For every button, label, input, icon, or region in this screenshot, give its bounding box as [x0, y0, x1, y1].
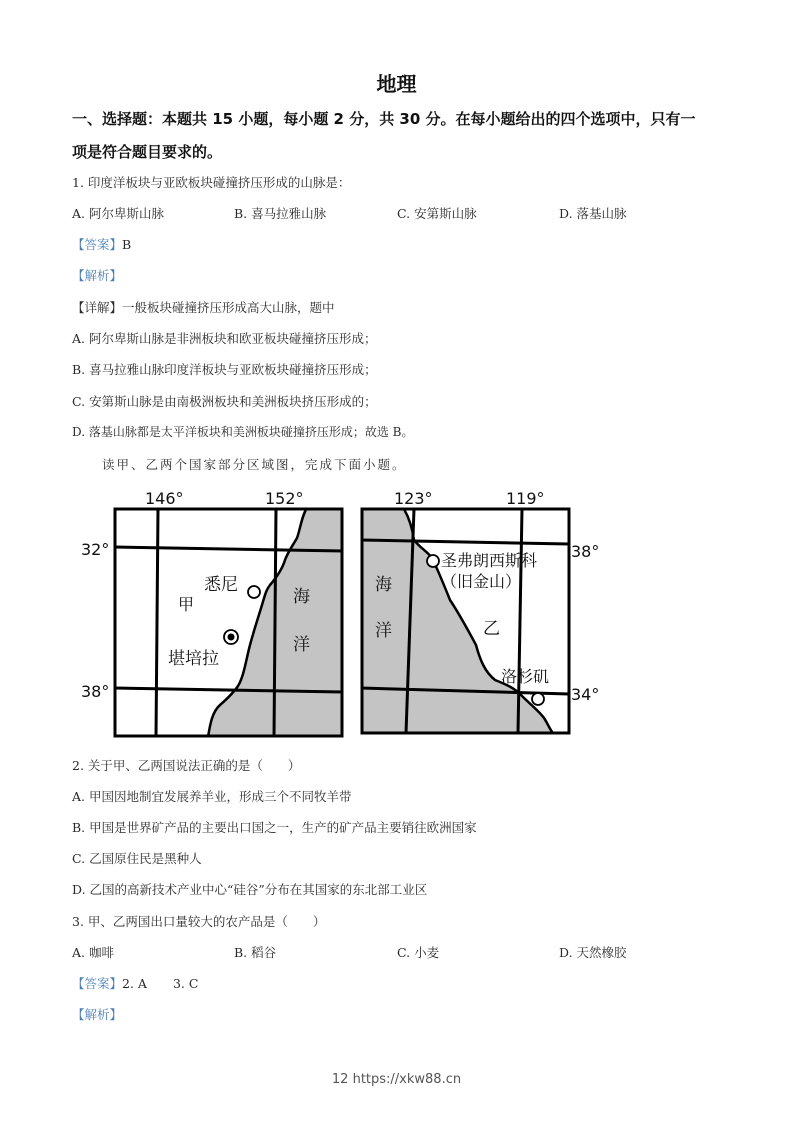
- q2-option-a: A. 甲国因地制宜发展养羊业，形成三个不同牧羊带: [72, 789, 352, 804]
- city-label-canberra: 堪培拉: [168, 649, 219, 669]
- answer-value: B: [122, 237, 132, 252]
- reading-prompt: 读甲、乙两个国家部分区域图，完成下面小题。: [102, 457, 407, 472]
- ocean-label-2: 洋: [375, 621, 392, 641]
- q1-option-b: B. 喜马拉雅山脉: [234, 206, 327, 221]
- sydney-marker-icon: [248, 586, 260, 598]
- q2-option-d: D. 乙国的高新技术产业中心“硅谷”分布在其国家的东北部工业区: [72, 882, 428, 897]
- lat-label-38: 38°: [81, 682, 110, 701]
- country-label-jia: 甲: [178, 595, 195, 614]
- ocean-label-1: 海: [293, 587, 310, 607]
- q3-option-a: A. 咖啡: [72, 945, 114, 960]
- q2-q3-answer: [72, 974, 198, 992]
- city-label-sydney: 悉尼: [204, 575, 238, 595]
- city-label-la: 洛杉矶: [501, 667, 550, 686]
- lon-label-146: 146°: [145, 489, 184, 508]
- map-yi: [355, 484, 615, 746]
- q1-detail-line-b: B. 喜马拉雅山脉印度洋板块与亚欧板块碰撞挤压形成；: [72, 362, 377, 377]
- q3-option-c: C. 小麦: [397, 945, 440, 960]
- q3-option-d: D. 天然橡胶: [559, 945, 627, 960]
- q2-q3-analysis-tag: 【解析】: [72, 1007, 123, 1022]
- answer-value-3: 3. C: [172, 976, 199, 991]
- lon-label-152: 152°: [265, 489, 304, 508]
- q2-stem: 2. 关于甲、乙两国说法正确的是（ ）: [72, 758, 301, 773]
- country-label-yi: 乙: [483, 619, 500, 639]
- detail-tag: 【详解】: [72, 300, 123, 315]
- q3-stem: 3. 甲、乙两国出口量较大的农产品是（ ）: [72, 914, 326, 929]
- q3-option-b: B. 稻谷: [234, 945, 277, 960]
- meridian-146: [156, 508, 158, 737]
- lat-label-34: 34°: [571, 685, 600, 704]
- meridian-152: [274, 508, 276, 737]
- section-heading-line2: 项是符合题目要求的。: [72, 143, 223, 161]
- q1-detail-line-c: C. 安第斯山脉是由南极洲板块和美洲板块挤压形成的；: [72, 394, 377, 409]
- q1-answer: [72, 235, 131, 253]
- q1-detail: [72, 298, 335, 316]
- ocean-label-2: 洋: [293, 635, 310, 655]
- answer-tag: 【答案】: [72, 237, 123, 252]
- q1-analysis-tag: 【解析】: [72, 268, 123, 283]
- q1-option-d: D. 落基山脉: [559, 206, 627, 221]
- lon-label-123: 123°: [394, 489, 433, 508]
- city-label-sf: 圣弗朗西斯科: [441, 551, 538, 570]
- ocean-label-1: 海: [375, 575, 392, 595]
- answer-value-2: 2. A: [122, 976, 147, 991]
- detail-intro: 一般板块碰撞挤压形成高大山脉，题中: [122, 300, 335, 315]
- answer-tag: 【答案】: [72, 976, 123, 991]
- q2-option-b: B. 甲国是世界矿产品的主要出口国之一，生产的矿产品主要销往欧洲国家: [72, 820, 477, 835]
- section-heading-line1: 一、选择题：本题共 15 小题，每小题 2 分，共 30 分。在每小题给出的四个选项中，只有一: [72, 110, 696, 128]
- q1-detail-line-d: D. 落基山脉都是太平洋板块和美洲板块碰撞挤压形成；故选 B。: [72, 425, 414, 439]
- lat-label-32: 32°: [81, 540, 110, 559]
- lat-label-38: 38°: [571, 542, 600, 561]
- city-label-sf-alt: （旧金山）: [441, 572, 522, 591]
- page-title: 地理: [376, 72, 417, 96]
- q1-stem: 1. 印度洋板块与亚欧板块碰撞挤压形成的山脉是：: [72, 175, 351, 190]
- q1-detail-line-a: A. 阿尔卑斯山脉是非洲板块和欧亚板块碰撞挤压形成；: [72, 331, 377, 346]
- q1-option-a: A. 阿尔卑斯山脉: [72, 206, 164, 221]
- page-footer: 12 https://xkw88.cn: [331, 1072, 462, 1087]
- q2-option-c: C. 乙国原住民是黑种人: [72, 851, 202, 866]
- lon-label-119: 119°: [506, 489, 545, 508]
- sf-marker-icon: [427, 555, 439, 567]
- q1-option-c: C. 安第斯山脉: [397, 206, 477, 221]
- la-marker-icon: [532, 693, 544, 705]
- map-jia: [75, 484, 365, 746]
